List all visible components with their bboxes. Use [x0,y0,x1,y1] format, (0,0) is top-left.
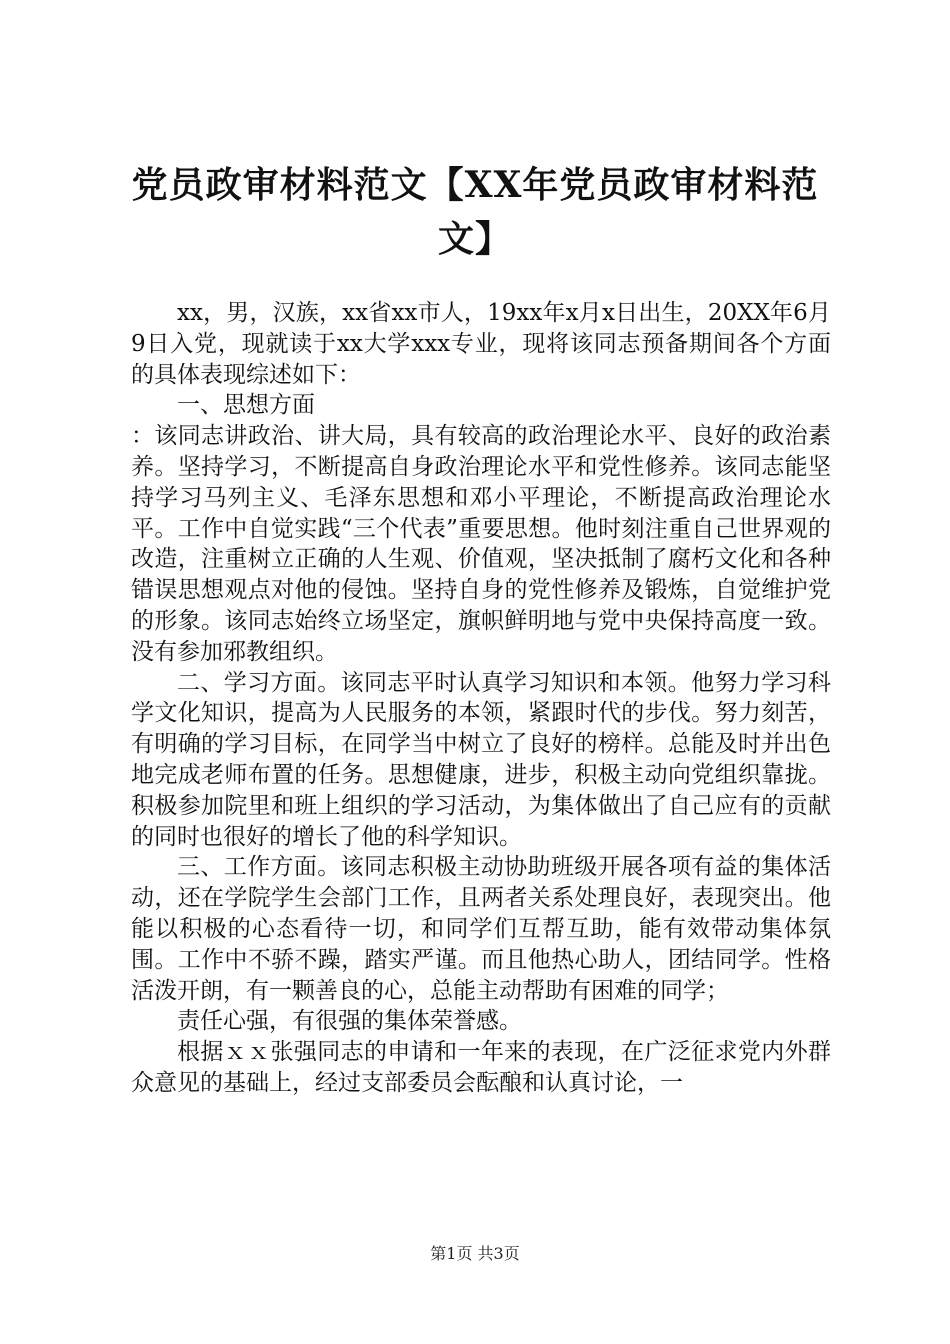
paragraph-work: 三、工作方面。该同志积极主动协助班级开展各项有益的集体活动，还在学院学生会部门工作，且两者关系处理良好，表现突出。他能以积极的心态看待一切，和同学们互帮互助，能有效带动集体氛围。工作中不骄不躁，踏实严谨。而且他热心助人，团结同学。性格活泼开朗，有一颗善良的心，总能主动帮助有困难的同学； [131,854,831,1004]
page-footer: 第1页 共3页 [430,1244,520,1263]
paragraph-thought: ：该同志讲政治、讲大局，具有较高的政治理论水平、良好的政治素养。坚持学习，不断提高自身政治理论水平和党性修养。该同志能坚持学习马列主义、毛泽东思想和邓小平理论，不断提高政治理论水平。工作中自觉实践“三个代表”重要思想。他时刻注重自己世界观的改造，注重树立正确的人生观、价值观，坚决抵制了腐朽文化和各种错误思想观点对他的侵蚀。坚持自身的党性修养及锻炼，自觉维护党的形象。该同志始终立场坚定，旗帜鲜明地与党中央保持高度一致。没有参加邪教组织。 [131,423,831,665]
paragraph-study: 二、学习方面。该同志平时认真学习知识和本领。他努力学习科学文化知识，提高为人民服务的本领，紧跟时代的步伐。努力刻苦，有明确的学习目标，在同学当中树立了良好的榜样。总能及时并出色地完成老师布置的任务。思想健康，进步，积极主动向党组织靠拢。积极参加院里和班上组织的学习活动，为集体做出了自己应有的贡献的同时也很好的增长了他的科学知识。 [131,669,831,850]
section-heading-thought: 一、思想方面 [177,392,315,419]
paragraph-responsibility: 责任心强，有很强的集体荣誉感。 [177,1008,522,1035]
paragraph-conclusion: 根据ｘｘ张强同志的申请和一年来的表现，在广泛征求党内外群众意见的基础上，经过支部委员会酝酿和认真讨论，一 [131,1039,831,1096]
paragraph-intro: xx，男，汉族，xx省xx市人，19xx年x月x日出生，20XX年6月9日入党，现就读于xx大学xxx专业，现将该同志预备期间各个方面的具体表现综述如下： [131,300,831,388]
document-body [131,298,831,1099]
page-title: 党员政审材料范文【XX年党员政审材料范文】 [131,164,819,260]
